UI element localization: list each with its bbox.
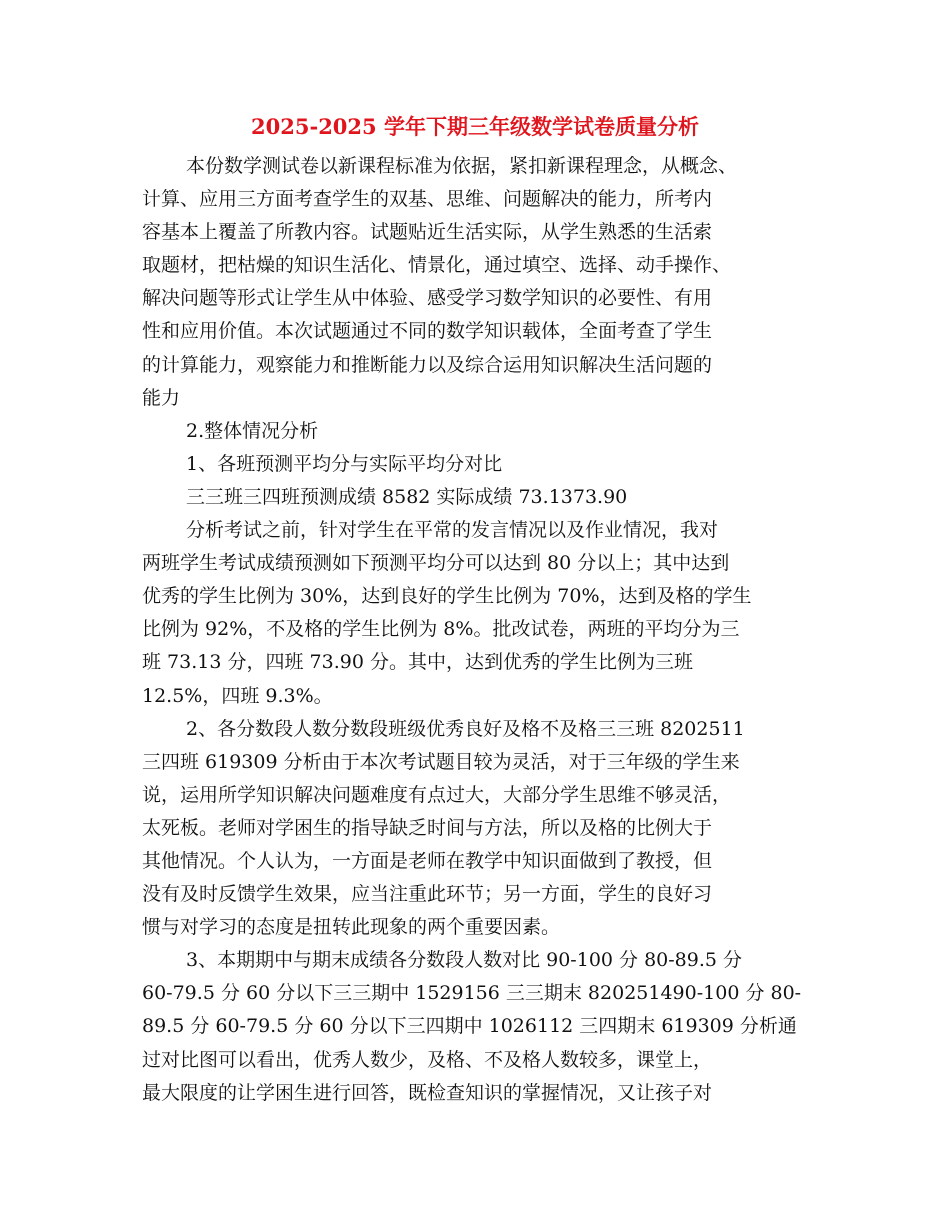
body-line: 没有及时反馈学生效果，应当注重此环节；另一方面，学生的良好习 [142, 883, 713, 906]
body-line: 取题材，把枯燥的知识生活化、情景化，通过填空、选择、动手操作、 [142, 254, 732, 277]
body-line: 过对比图可以看出，优秀人数少，及格、不及格人数较多，课堂上， [142, 1048, 713, 1071]
body-line: 分析考试之前，针对学生在平常的发言情况以及作业情况，我对 [186, 519, 719, 542]
body-line: 3、本期期中与期末成绩各分数段人数对比 90-100 分 80-89.5 分 [186, 949, 743, 972]
body-line: 班 73.13 分，四班 73.90 分。其中，达到优秀的学生比例为三班 [142, 651, 693, 674]
body-line: 惯与对学习的态度是扭转此现象的两个重要因素。 [142, 916, 561, 939]
section-heading: 2.整体情况分析 [186, 419, 319, 442]
body-line: 三三班三四班预测成绩 8582 实际成绩 73.1373.90 [186, 485, 628, 508]
body-line: 两班学生考试成绩预测如下预测平均分可以达到 80 分以上；其中达到 [142, 552, 730, 575]
body-line: 最大限度的让学困生进行回答，既检查知识的掌握情况，又让孩子对 [142, 1081, 713, 1104]
body-line: 太死板。老师对学困生的指导缺乏时间与方法，所以及格的比例大于 [142, 816, 713, 839]
body-line: 比例为 92%，不及格的学生比例为 8%。批改试卷，两班的平均分为三 [142, 618, 740, 641]
body-line: 解决问题等形式让学生从中体验、感受学习数学知识的必要性、有用 [142, 287, 713, 310]
body-line: 容基本上覆盖了所教内容。试题贴近生活实际，从学生熟悉的生活索 [142, 221, 713, 244]
body-line: 89.5 分 60-79.5 分 60 分以下三四期中 1026112 三四期末 619309 分析通 [142, 1015, 797, 1038]
body-line: 说，运用所学知识解决问题难度有点过大，大部分学生思维不够灵活， [142, 783, 732, 806]
subsection-heading: 1、各班预测平均分与实际平均分对比 [186, 452, 503, 475]
body-line: 优秀的学生比例为 30%，达到良好的学生比例为 70%，达到及格的学生 [142, 585, 752, 608]
body-line: 2、各分数段人数分数段班级优秀良好及格不及格三三班 8202511 [186, 717, 745, 740]
body-line: 计算、应用三方面考查学生的双基、思维、问题解决的能力，所考内 [142, 188, 713, 211]
body-line: 60-79.5 分 60 分以下三三期中 1529156 三三期末 820251490-100 分 80- [142, 982, 802, 1005]
body-line: 12.5%，四班 9.3%。 [142, 684, 333, 707]
document-title: 2025-2025 学年下期三年级数学试卷质量分析 [251, 114, 699, 139]
body-line: 能力 [142, 386, 181, 409]
body-line: 本份数学测试卷以新课程标准为依据，紧扣新课程理念，从概念、 [186, 155, 738, 177]
body-line: 三四班 619309 分析由于本次考试题目较为灵活，对于三年级的学生来 [142, 750, 740, 773]
body-line: 其他情况。个人认为，一方面是老师在教学中知识面做到了教授，但 [142, 849, 713, 872]
document-body [142, 150, 810, 1110]
body-line: 的计算能力，观察能力和推断能力以及综合运用知识解决生活问题的 [142, 353, 713, 376]
body-line: 性和应用价值。本次试题通过不同的数学知识载体，全面考查了学生 [142, 320, 713, 343]
